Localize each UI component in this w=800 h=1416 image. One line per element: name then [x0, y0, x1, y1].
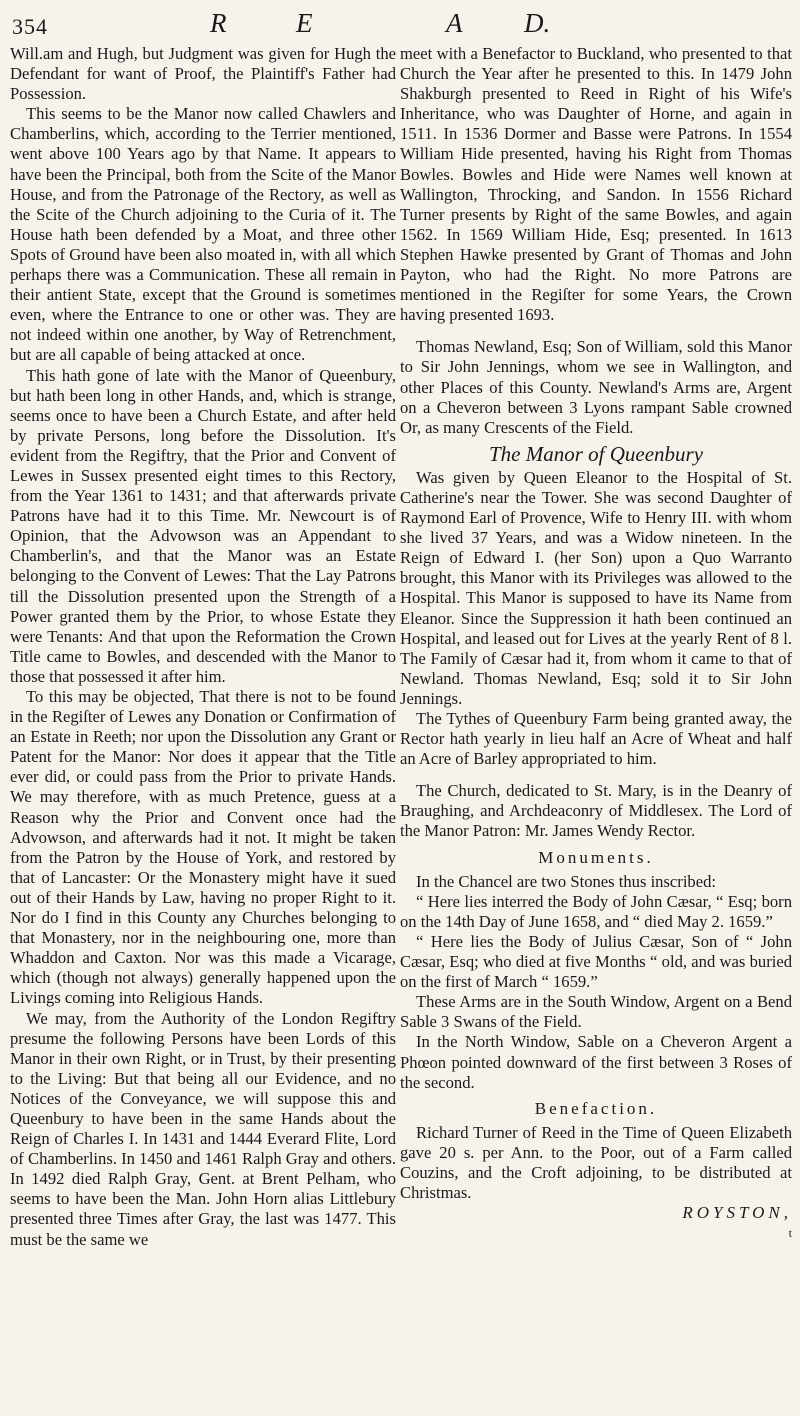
section-heading: Monuments.: [538, 847, 654, 867]
paragraph: This seems to be the Manor now called Chawlers and Chamberlins, which, according to the Terrier mentioned, went above 100 Years ago by that Name. It appears to have been the Principal, both from the Scite of the Manor House, and from the Patronage of the Rectory, as well as the Scite of the Church adjoining to the Curia of it. The House hath been defended by a Moat, and three other Spots of Ground have been also moated in, with all which perhaps there was a Communication. These all remain in their antient State, except that the Ground is sometimes even, where the Entrance to one or other was. They are not indeed within one another, by Way of Retrenchment, but are all capable of being attacked at once.: [10, 104, 396, 365]
running-head-letter: E: [296, 8, 313, 38]
paragraph: Thomas Newland, Esq; Son of William, sold this Manor to Sir John Jennings, whom we see in Wallington, and other Places of this County. Newland's Arms are, Argent on a Cheveron between 3 Lyons rampant Sable crowned Or, as many Crescents of the Field.: [400, 337, 792, 437]
running-head-letter: A: [446, 8, 463, 38]
page-header: [0, 6, 800, 46]
paragraph: The Tythes of Queenbury Farm being granted away, the Rector hath yearly in lieu half an Acre of Wheat and half an Acre of Barley appropriated to him.: [400, 709, 792, 769]
paragraph: Richard Turner of Reed in the Time of Queen Elizabeth gave 20 s. per Ann. to the Poor, out of a Farm called Couzins, and the Croft adjoining, to be distributed at Christmas.: [400, 1122, 792, 1203]
paragraph: Will.am and Hugh, but Judgment was given for Hugh the Defendant for want of Proof, the Plaintiff's Father had Possession.: [10, 44, 396, 104]
signature-mark: t: [788, 1226, 792, 1241]
paragraph: These Arms are in the South Window, Argent on a Bend Sable 3 Swans of the Field.: [400, 992, 792, 1032]
right-column: [400, 44, 792, 1243]
running-head-letter: D.: [524, 8, 551, 38]
running-head-letter: R: [210, 8, 227, 38]
section-heading: The Manor of Queenbury: [488, 441, 704, 466]
section-heading: Benefaction.: [534, 1098, 658, 1118]
paragraph: In the Chancel are two Stones thus inscribed:: [416, 871, 717, 891]
paragraph: In the North Window, Sable on a Cheveron Argent a Phœon pointed downward of the first between 3 Roses of the second.: [400, 1032, 792, 1092]
paragraph: This hath gone of late with the Manor of Queenbury, but hath been long in other Hands, and, which is strange, seems once to have been a Church Estate, and after held by private Persons, long before the Dissolution. It's evident from the Regiftry, that the Prior and Convent of Lewes in Sussex presented eight times to this Rectory, from the Year 1361 to 1431; and that afterwards private Patrons have had it to this Time. Mr. Newcourt is of Opinion, that the Advowson was an Appendant to Chamberlin's, and that the Manor was an Estate belonging to the Convent of Lewes: That the Lay Patrons till the Dissolution presented upon the Strength of a Power granted them by the Prior, to whose Estate they were Tenants: And that upon the Reformation the Crown Title came to Bowles, and descended with the Manor to those that possessed it after him.: [10, 365, 396, 686]
catchword: ROYSTON,: [682, 1203, 792, 1223]
paragraph: meet with a Benefactor to Buckland, who presented to that Church the Year after he presented to this. In 1479 John Shakburgh presented to Reed in Right of his Wife's Inheritance, who was Daughter of Horne, and again in 1511. In 1536 Dormer and Basse were Patrons. In 1554 William Hide presented, having his Right from Thomas Bowles. Bowles and Hide were Names well known at Wallington, Throcking, and Sandon. In 1556 Richard Turner presents by Right of the same Bowles, and again 1562. In 1569 William Hide, Esq; presented. In 1613 Stephen Hawke presented by Grant of Thomas and John Payton, who had the Right. No more Patrons are mentioned in the Regiſter for some Years, the Crown having presented 1693.: [400, 44, 792, 325]
paragraph: Was given by Queen Eleanor to the Hospital of St. Catherine's near the Tower. She was second Daughter of Raymond Earl of Provence, Wife to Henry III. with whom she lived 37 Years, and was a Widow nineteen. In the Reign of Edward I. (her Son) upon a Quo Warranto brought, this Manor with its Privileges was allowed to the Hospital. This Manor is supposed to have its Name from Eleanor. Since the Suppression it hath been continued an Hospital, and leased out for Lives at the yearly Rent of 8 l. The Family of Cæsar had it, from whom it came to that of Newland. Thomas Newland, Esq; sold it to Sir John Jennings.: [400, 467, 792, 708]
inscription: “ Here lies the Body of Julius Cæsar, Son of “ John Cæsar, Esq; who died at five Months “ old, and was buried on the first of March “ 1659.”: [400, 931, 792, 992]
left-column: [10, 44, 396, 1250]
page-number: 354: [12, 14, 48, 39]
paragraph: The Church, dedicated to St. Mary, is in the Deanry of Braughing, and Archdeaconry of Middlesex. The Lord of the Manor Patron: Mr. James Wendy Rector.: [400, 781, 792, 841]
paragraph: We may, from the Authority of the London Regiftry presume the following Persons have been Lords of this Manor in their own Right, or in Trust, by their presenting to the Living: But that being all our Evidence, and no Notices of the Conveyance, we will suppose this and Queenbury to have been in the same Hands about the Reign of Charles I. In 1431 and 1444 Everard Flite, Lord of Chamberlins. In 1450 and 1461 Ralph Gray and others. In 1492 died Ralph Gray, Gent. at Brent Pelham, who seems to have been the Man. John Horn alias Littlebury presented three Times after Gray, the last was 1477. This must be the same we: [10, 1008, 396, 1249]
paragraph: To this may be objected, That there is not to be found in the Regiſter of Lewes any Donation or Confirmation of an Estate in Reeth; nor upon the Dissolution any Grant or Patent for the Manor: Nor does it appear that the Title ever did, or could pass from the Prior to private Hands. We may therefore, with as much Pretence, guess at a Reason why the Prior and Convent once had the Advowson, and afterwards had it not. It might be taken from the Patron by the House of York, and restored by that of Lancaster: Or the Monastery might have it sued out of their Hands by Law, having no proper Right to it. Nor do I find in this County any Churches belonging to that Monastery, nor in the neighbouring one, more than Whaddon and Caxton. Nor was this made a Vicarage, which (though not always) generally happened upon the Livings coming into Religious Hands.: [10, 687, 396, 1008]
inscription: “ Here lies interred the Body of John Cæsar, “ Esq; born on the 14th Day of June 1658, and “ died May 2. 1659.”: [400, 891, 792, 931]
